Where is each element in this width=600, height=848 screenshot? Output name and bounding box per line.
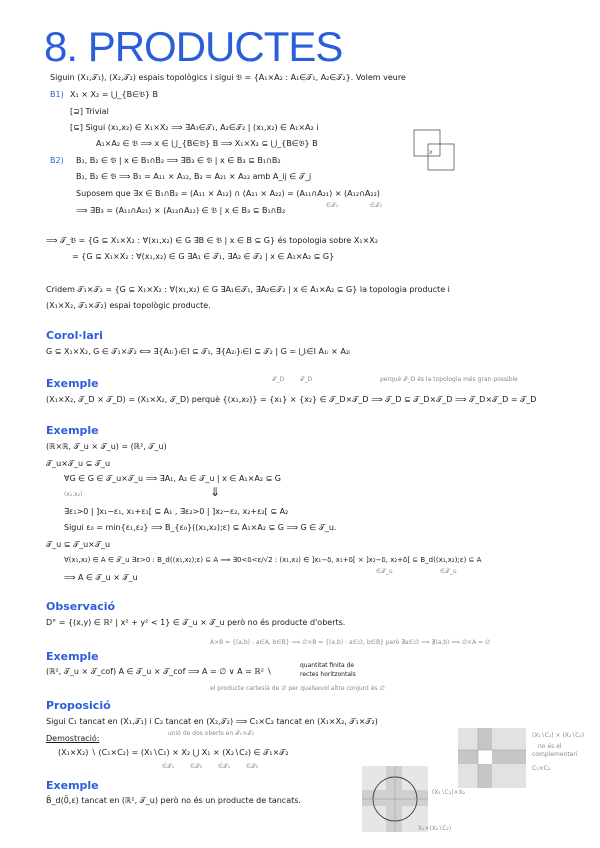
- exemple4-figure: [362, 766, 428, 832]
- exemple2-line6: Sigui ε₀ = min{ε₁,ε₂} ⟹ B_{ε₀}((x₁,x₂);ε) ⊆ A₁×A₂ ⊆ G ⟹ G ∈ 𝒯_u.: [64, 523, 337, 532]
- corollari-heading: Corol·lari: [46, 329, 103, 342]
- exemple3-brace-line2: rectes horitzontals: [300, 671, 356, 678]
- exemple2-line9: ⟹ A ∈ 𝒯_u × 𝒯_u: [64, 573, 138, 582]
- topology-line1: ⟹ 𝒯_𝔅 = {G ⊆ X₁×X₂ : ∀(x₁,x₂) ∈ G ∃B ∈ 𝔅 | x ∈ B ⊆ G} és topologia sobre X₁×X₂: [46, 236, 378, 245]
- exemple1-annotation-c: perquè 𝒯_D és la topologia més gran possible: [380, 376, 518, 383]
- proposicio-heading: Proposició: [46, 699, 111, 712]
- observacio-line1: D° = {(x,y) ∈ ℝ² | x² + y² < 1} ∈ 𝒯_u × 𝒯_u però no és producte d'oberts.: [46, 618, 346, 627]
- exemple3-line1: (ℝ², 𝒯_u × 𝒯_cof) A ∈ 𝒯_u × 𝒯_cof ⟹ A = ∅ ∨ A = ℝ² ∖: [46, 667, 272, 676]
- intro-text: Siguin (X₁,𝒯₁), (X₂,𝒯₂) espais topològics i sigui 𝔅 = {A₁×A₂ : A₁∈𝒯₁, A₂∈𝒯₂}. Volem veure: [50, 73, 406, 82]
- b2-note-t1: ∈𝒯₁: [326, 202, 339, 209]
- proposicio-note2: ∈𝒯₂: [190, 763, 203, 770]
- b2-line2: B₁, B₂ ∈ 𝔅 ⟹ B₁ = A₁₁ × A₁₂, B₂ = A₂₁ × A₂₂ amb A_ij ∈ 𝒯_j: [76, 172, 312, 181]
- proposicio-fig-label1: (X₁∖C₁) × (X₂∖C₂): [532, 732, 585, 739]
- exemple2-line2: 𝒯_u×𝒯_u ⊆ 𝒯_u: [46, 459, 111, 468]
- exemple2-line3: ∀G ∈ G ∈ 𝒯_u×𝒯_u ⟹ ∃A₁, A₂ ∈ 𝒯_u | x ∈ A₁×A₂ ⊆ G: [64, 474, 282, 483]
- corollari-line1: G ⊆ X₁×X₂, G ∈ 𝒯₁×𝒯₂ ⟺ ∃{A₁ᵢ}ᵢ∈I ⊆ 𝒯₁, ∃{A₂ᵢ}ᵢ∈I ⊆ 𝒯₂ | G = ⋃ᵢ∈I A₁ᵢ × A₂ᵢ: [46, 347, 351, 356]
- proposicio-demo-label: Demostració:: [46, 734, 100, 743]
- exemple2-line7: 𝒯_u ⊆ 𝒯_u×𝒯_u: [46, 540, 111, 549]
- product-definition-line1: Cridem 𝒯₁×𝒯₂ = {G ⊆ X₁×X₂ : ∀(x₁,x₂) ∈ G ∃A₁∈𝒯₁, ∃A₂∈𝒯₂ | x ∈ A₁×A₂ ⊆ G} la topologia producte i: [46, 285, 450, 294]
- proposicio-fig-label2: no és el: [538, 743, 562, 750]
- exemple1-heading: Exemple: [46, 377, 99, 390]
- exemple4-fig-label2: X₁×(X₂∖C₂): [418, 825, 452, 832]
- observacio-heading: Observació: [46, 600, 116, 613]
- exemple2-line1: (ℝ×ℝ, 𝒯_u × 𝒯_u) = (ℝ², 𝒯_u): [46, 442, 167, 451]
- b1-label: B1): [50, 90, 64, 99]
- exemple2-line4: (x₁,x₂): [64, 491, 83, 498]
- product-definition-line2: (X₁×X₂, 𝒯₁×𝒯₂) espai topològic producte.: [46, 301, 211, 310]
- exemple2-line8: ∀(x₁,x₂) ∈ A ∈ 𝒯_u ∃ε>0 : B_d((x₁,x₂);ε) ⊆ A ⟹ ∃0<δ<ε/√2 : (x₁,x₂) ∈ ]x₁−δ, x₁+δ[ × ]x₂−δ, x₂+δ[ ⊆ B_d((x₁,x₂);ε) ⊆ A: [64, 556, 482, 564]
- b1-line2: [⊇] Trivial: [70, 107, 109, 116]
- exemple2-note2: ∈𝒯_u: [440, 568, 457, 575]
- proposicio-line2: (X₁×X₂) ∖ (C₁×C₂) = (X₁∖C₁) × X₂ ⋃ X₁ × (X₂∖C₂) ∈ 𝒯₁×𝒯₂: [58, 748, 289, 757]
- b1-line3: [⊆] Sigui (x₁,x₂) ∈ X₁×X₂ ⟹ ∃A₁∈𝒯₁, A₂∈𝒯₂ | (x₁,x₂) ∈ A₁×A₂ i: [70, 123, 319, 132]
- exemple3-brace-line1: quantitat finita de: [300, 662, 355, 669]
- proposicio-fig-label4: C₁×C₂: [532, 765, 551, 772]
- exemple2-note1: ∈𝒯_u: [376, 568, 393, 575]
- b2-line4: ⟹ ∃B₃ = (A₁₁∩A₂₁) × (A₁₂∩A₂₂) ∈ 𝔅 | x ∈ B₃ ⊆ B₁∩B₂: [76, 206, 286, 215]
- b2-note-t2: ∈𝒯₂: [370, 202, 383, 209]
- observacio-grey-note: A×B = {(a,b) : a∈A, b∈B} ⟹ ∅×B = {(a,b) : a∈∅, b∈B} però ∄a∈∅ ⟹ ∄(a,b) ⟹ ∅×A = ∅: [210, 639, 491, 646]
- b1-line1: X₁ × X₂ = ⋃_{B∈𝔅} B: [70, 90, 158, 99]
- topology-line2: = {G ⊆ X₁×X₂ : ∀(x₁,x₂) ∈ G ∃A₁ ∈ 𝒯₁, ∃A₂ ∈ 𝒯₂ | x ∈ A₁×A₂ ⊆ G}: [72, 252, 335, 261]
- exemple3-heading: Exemple: [46, 650, 99, 663]
- exemple2-heading: Exemple: [46, 424, 99, 437]
- svg-text:x: x: [429, 149, 433, 156]
- b1-line4: A₁×A₂ ∈ 𝔅 ⟹ x ∈ ⋃_{B∈𝔅} B ⟹ X₁×X₂ ⊆ ⋃_{B∈𝔅} B: [96, 139, 318, 148]
- proposicio-note1: ∈𝒯₁: [162, 763, 175, 770]
- exemple4-fig-label1: (X₁∖C₁)×X₂: [432, 789, 466, 796]
- b2-line1: B₁, B₂ ∈ 𝔅 | x ∈ B₁∩B₂ ⟹ ∃B₃ ∈ 𝔅 | x ∈ B₃ ⊆ B₁∩B₂: [76, 156, 281, 165]
- proposicio-note3: ∈𝒯₁: [218, 763, 231, 770]
- page-title: 8. PRODUCTES: [44, 23, 343, 70]
- proposicio-figure: [458, 728, 526, 788]
- proposicio-line1: Sigui C₁ tancat en (X₁,𝒯₁) i C₂ tancat en (X₂,𝒯₂) ⟹ C₁×C₂ tancat en (X₁×X₂, 𝒯₁×𝒯₂): [46, 717, 378, 726]
- proposicio-note: unió de dos oberts en 𝒯₁×𝒯₂: [168, 730, 255, 737]
- exemple2-arrow: ⇓: [210, 485, 221, 499]
- exemple1-line1: (X₁×X₂, 𝒯_D × 𝒯_D) = (X₁×X₂, 𝒯_D) perquè {(x₁,x₂)} = {x₁} × {x₂} ∈ 𝒯_D×𝒯_D ⟹ 𝒯_D ⊆ 𝒯_D×𝒯_D ⟹ 𝒯_D×𝒯_D = 𝒯_D: [46, 395, 537, 404]
- exemple4-heading: Exemple: [46, 779, 99, 792]
- proposicio-fig-label3: complementari: [532, 751, 578, 758]
- proposicio-note4: ∈𝒯₂: [246, 763, 259, 770]
- b2-line3: Suposem que ∃x ∈ B₁∩B₂ = (A₁₁ × A₁₂) ∩ (A₂₁ × A₂₂) = (A₁₁∩A₂₁) × (A₁₂∩A₂₂): [76, 189, 380, 198]
- exemple3-grey-note: el producte cartesià de ∅ per qualsevol altre conjunt és ∅: [210, 685, 385, 692]
- exemple1-annotation-b: 𝒯_D: [300, 376, 313, 383]
- b1-figure: [412, 128, 462, 178]
- exemple4-line1: B̄_d(0̄,ε) tancat en (ℝ², 𝒯_u) però no és un producte de tancats.: [46, 796, 301, 805]
- exemple1-annotation-a: 𝒯_D: [272, 376, 285, 383]
- b2-label: B2): [50, 156, 64, 165]
- exemple2-line5: ∃ε₁>0 | ]x₁−ε₁, x₁+ε₁[ ⊆ A₁ , ∃ε₂>0 | ]x₂−ε₂, x₂+ε₂[ ⊆ A₂: [64, 507, 289, 516]
